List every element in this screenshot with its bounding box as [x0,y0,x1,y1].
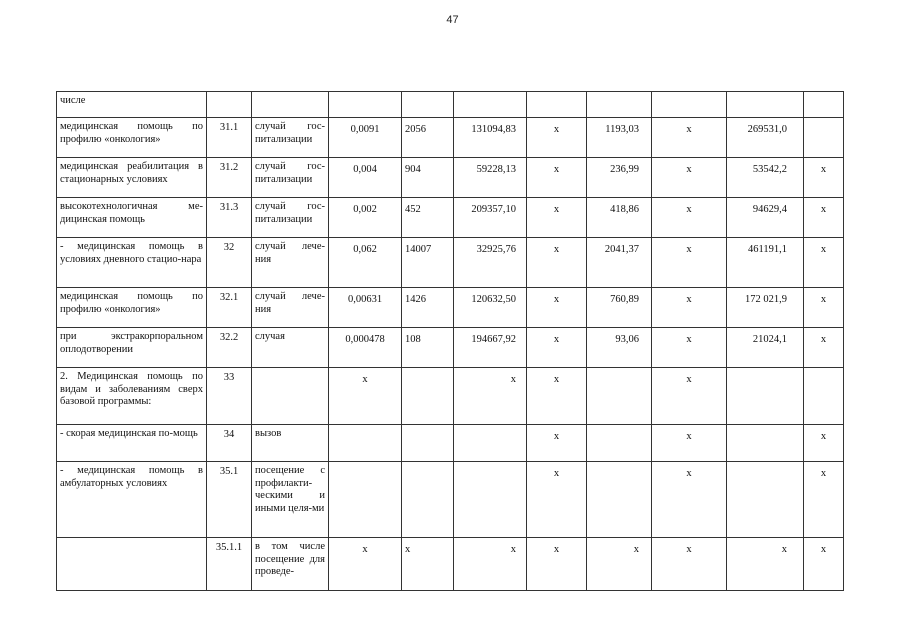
table-cell: 194667,92 [454,328,527,368]
table-cell: х [527,538,587,591]
table-cell [329,92,402,118]
table-row [57,328,844,368]
table-cell [804,118,844,158]
table-cell: 0,004 [329,158,402,198]
table-cell: х [527,328,587,368]
table-cell [804,92,844,118]
table-cell [727,92,804,118]
table-row [57,118,844,158]
table-cell [402,368,454,425]
data-table [56,91,844,591]
table-cell: медицинская помощь по профилю «онкология» [57,118,207,158]
table-cell: случай лече-ния [252,288,329,328]
table-cell: х [652,425,727,462]
table-cell: 108 [402,328,454,368]
table-cell: х [527,158,587,198]
table-cell: 209357,10 [454,198,527,238]
table-cell: х [527,288,587,328]
table-cell: 1426 [402,288,454,328]
table-cell: х [587,538,652,591]
table-cell [587,92,652,118]
table-cell: - медицинская помощь в условиях дневного стацио-нара [57,238,207,288]
table-cell: 0,062 [329,238,402,288]
table-cell: 34 [207,425,252,462]
table-cell: случай лече-ния [252,238,329,288]
table-cell: 904 [402,158,454,198]
table-cell: 269531,0 [727,118,804,158]
table-cell: 53542,2 [727,158,804,198]
table-row [57,288,844,328]
table-row [57,198,844,238]
table-cell: х [804,425,844,462]
table-cell: 94629,4 [727,198,804,238]
table-cell: х [402,538,454,591]
table-cell: 131094,83 [454,118,527,158]
table-cell: посещение с профилакти-ческими и иными целя-ми [252,462,329,538]
table-cell: х [652,328,727,368]
table-cell: 35.1.1 [207,538,252,591]
table-cell: при экстракорпоральном оплодотворении [57,328,207,368]
table-cell [402,462,454,538]
table-cell: - скорая медицинская по-мощь [57,425,207,462]
table-cell: х [652,462,727,538]
table-cell: высокотехнологичная ме-дицинская помощь [57,198,207,238]
table-cell: х [804,288,844,328]
table-cell: 32.2 [207,328,252,368]
table-row [57,92,844,118]
table-cell: 33 [207,368,252,425]
table-row [57,425,844,462]
table-cell [329,425,402,462]
table-cell: 172 021,9 [727,288,804,328]
table-cell: медицинская помощь по профилю «онкология» [57,288,207,328]
table-cell: 32925,76 [454,238,527,288]
table-cell: случая [252,328,329,368]
table-row [57,462,844,538]
table-cell: х [727,538,804,591]
table-cell: х [329,368,402,425]
table-cell: 0,0091 [329,118,402,158]
table-cell: х [804,538,844,591]
table-cell: х [527,425,587,462]
table-cell [402,92,454,118]
table-row [57,538,844,591]
table-row [57,238,844,288]
table-cell: 760,89 [587,288,652,328]
table-cell: 0,002 [329,198,402,238]
table-cell: 120632,50 [454,288,527,328]
table-cell: х [652,118,727,158]
table-cell: х [527,368,587,425]
table-cell [587,368,652,425]
table-cell: х [527,238,587,288]
table-cell: 2041,37 [587,238,652,288]
table-cell: 236,99 [587,158,652,198]
table-cell: 2056 [402,118,454,158]
table-cell [527,92,587,118]
table-cell: х [804,462,844,538]
table-cell: 14007 [402,238,454,288]
table-cell [57,538,207,591]
table-cell: - медицинская помощь в амбулаторных условиях [57,462,207,538]
table-cell: в том числе посещение для проведе- [252,538,329,591]
table-cell: х [329,538,402,591]
table-cell: х [652,158,727,198]
table-cell: 59228,13 [454,158,527,198]
table-cell: 0,000478 [329,328,402,368]
table-cell: 93,06 [587,328,652,368]
table-cell: 461191,1 [727,238,804,288]
table-cell: х [652,368,727,425]
table-cell [727,368,804,425]
table-cell: 32.1 [207,288,252,328]
table-cell: медицинская реабилитация в стационарных условиях [57,158,207,198]
table-cell: 35.1 [207,462,252,538]
table-cell: х [527,198,587,238]
table-cell [652,92,727,118]
table-cell [329,462,402,538]
table-cell: х [804,238,844,288]
table-row [57,368,844,425]
table-cell: случай гос-питализации [252,158,329,198]
table-cell: числе [57,92,207,118]
table-cell: 2. Медицинская помощь по видам и заболеваниям сверх базовой программы: [57,368,207,425]
page-number: 47 [446,14,459,26]
table-cell: 21024,1 [727,328,804,368]
table-cell [207,92,252,118]
table-cell [252,368,329,425]
table-cell [454,462,527,538]
table-cell [587,425,652,462]
table-cell [804,368,844,425]
table-cell: х [804,198,844,238]
table-cell [252,92,329,118]
table-cell: случай гос-питализации [252,118,329,158]
table-cell: х [454,368,527,425]
table-cell: 31.1 [207,118,252,158]
table-cell: х [652,238,727,288]
table-cell: х [652,288,727,328]
table-cell: х [527,118,587,158]
table-cell: х [804,158,844,198]
table-cell [454,92,527,118]
table-cell: х [652,538,727,591]
table-cell: 418,86 [587,198,652,238]
table-cell [454,425,527,462]
table-cell: 31.2 [207,158,252,198]
table-cell: 32 [207,238,252,288]
table-cell: 452 [402,198,454,238]
table-cell: 0,00631 [329,288,402,328]
table-cell: х [652,198,727,238]
table-cell: 1193,03 [587,118,652,158]
table-cell: вызов [252,425,329,462]
table-cell: 31.3 [207,198,252,238]
table-cell [727,425,804,462]
table-cell [727,462,804,538]
table-cell [402,425,454,462]
table-cell: х [804,328,844,368]
table-row [57,158,844,198]
table-cell: случай гос-питализации [252,198,329,238]
table-cell: х [454,538,527,591]
table-cell: х [527,462,587,538]
table-cell [587,462,652,538]
